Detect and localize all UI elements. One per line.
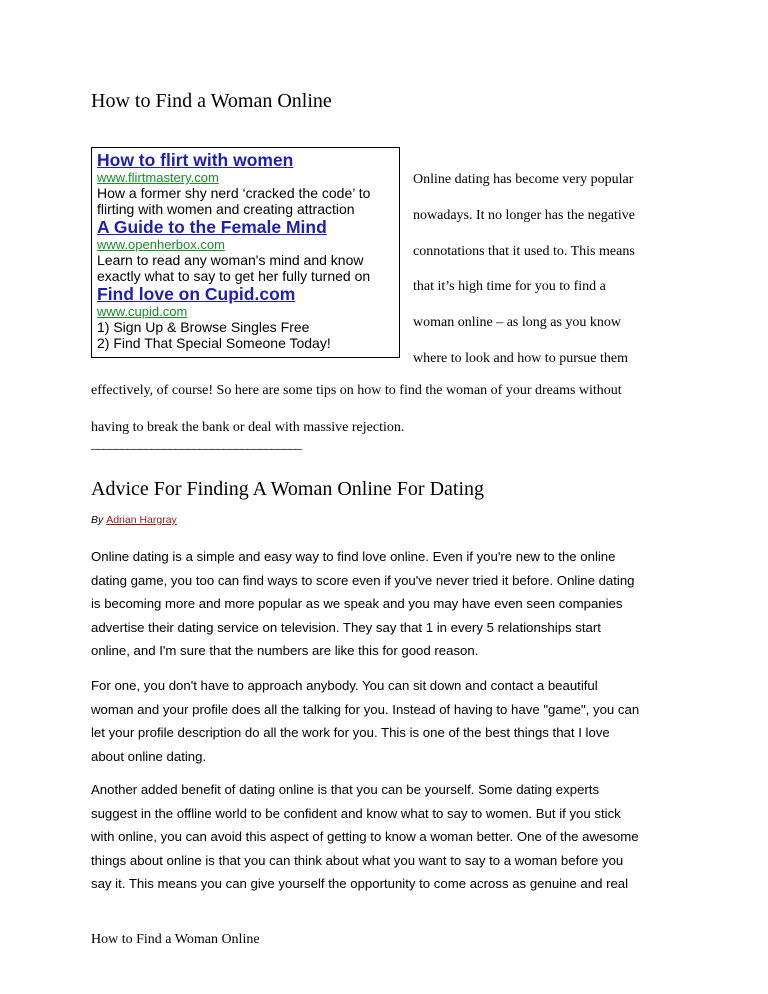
ad-url-link[interactable]: www.cupid.com xyxy=(97,304,188,319)
ad-description: 2) Find That Special Someone Today! xyxy=(97,335,331,351)
text-line: let your profile description do all the work for you. This is one of the best things that I love xyxy=(91,725,610,740)
text-line: For one, you don't have to approach anybody. You can sit down and contact a beautiful xyxy=(91,678,598,693)
ad-box xyxy=(91,147,400,358)
text-line: advertise their dating service on television. They say that 1 in every 5 relationships start xyxy=(91,619,601,635)
ad-description: 1) Sign Up & Browse Singles Free xyxy=(97,319,310,335)
intro-side-text xyxy=(413,162,663,377)
text-line: woman online – as long as you know xyxy=(413,315,622,331)
ad-url-link[interactable]: www.flirtmastery.com xyxy=(97,170,219,185)
paragraph xyxy=(91,674,691,768)
ad-description: Learn to read any woman's mind and know xyxy=(97,252,364,268)
paragraph xyxy=(91,545,691,663)
text-line: Online dating has become very popular xyxy=(413,172,634,187)
text-line: connotations that it used to. This means xyxy=(413,243,635,259)
text-line: suggest in the offline world to be confident and know what to say to women. But if you stick xyxy=(91,805,621,821)
text-line: nowadays. It no longer has the negative xyxy=(413,207,635,223)
text-line: dating game, you too can find ways to score even if you've never tried it before. Online dating xyxy=(91,572,635,588)
text-line: say it. This means you can give yourself the opportunity to come across as genuine and real xyxy=(91,876,629,891)
ad-title-link[interactable]: A Guide to the Female Mind xyxy=(97,217,327,237)
text-line: about online dating. xyxy=(91,748,207,764)
paragraph xyxy=(91,778,691,896)
ad-url-link[interactable]: www.openherbox.com xyxy=(97,237,225,252)
text-line: Online dating is a simple and easy way to find love online. Even if you're new to the online xyxy=(91,549,616,564)
author-link[interactable]: Adrian Hargray xyxy=(106,514,177,526)
byline xyxy=(91,514,177,526)
ad-title-link[interactable]: How to flirt with women xyxy=(97,150,294,170)
byline-prefix: By xyxy=(91,514,104,526)
text-line: having to break the bank or deal with massive rejection. xyxy=(91,420,405,435)
ad-description: exactly what to say to get her fully turned on xyxy=(97,268,371,284)
separator-line: ___________________________________ xyxy=(91,437,301,452)
ad-description: How a former shy nerd ‘cracked the code’ to xyxy=(97,185,371,201)
text-line: effectively, of course! So here are some tips on how to find the woman of your dreams without xyxy=(91,383,622,398)
text-line: things about online is that you can think about what you want to say to a woman before you xyxy=(91,852,624,868)
ad-title-link[interactable]: Find love on Cupid.com xyxy=(97,284,296,304)
text-line: woman and your profile does all the talking for you. Instead of having to have "game", you can xyxy=(91,701,640,717)
intro-continued-text xyxy=(91,372,691,446)
ad-description: flirting with women and creating attraction xyxy=(97,201,355,217)
text-line: where to look and how to pursue them xyxy=(413,350,629,366)
page-footer: How to Find a Woman Online xyxy=(91,932,260,947)
text-line: is becoming more and more popular as we speak and you may have even seen companies xyxy=(91,596,623,611)
text-line: that it’s high time for you to find a xyxy=(413,279,606,295)
article-title: Advice For Finding A Woman Online For Dating xyxy=(91,478,485,500)
text-line: Another added benefit of dating online is that you can be yourself. Some dating experts xyxy=(91,782,600,797)
page-title: How to Find a Woman Online xyxy=(91,90,332,112)
text-line: with online, you can avoid this aspect of getting to know a woman better. One of the awesome xyxy=(91,829,639,844)
text-line: online, and I'm sure that the numbers are like this for good reason. xyxy=(91,643,479,658)
